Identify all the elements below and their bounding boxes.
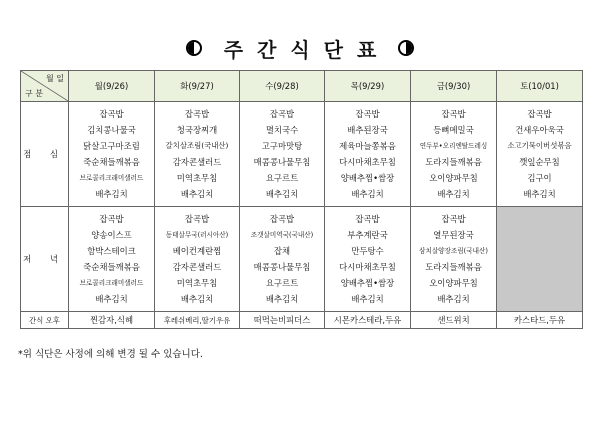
menu-item: 잡곡밥 [441,109,466,119]
menu-item: 함박스테이크 [87,246,136,256]
menu-item: 브로콜리크래미샐러드 [79,174,144,182]
menu-item: 고구마맛탕 [261,141,303,151]
lunch-cell [69,102,155,207]
dinner-cell [240,207,325,312]
menu-item: 연두부•오리엔탈드레싱 [419,142,488,150]
menu-item: 잡곡밥 [99,109,124,119]
menu-item: 배추김치 [351,189,384,199]
corner-date-label: 월 일 [46,74,64,83]
footnote: *위 식단은 사정에 의해 변경 될 수 있습니다. [18,349,203,360]
menu-item: 잡곡밥 [184,109,210,119]
dinner-row [21,207,583,312]
dinner-label: 저 녁 [21,207,69,312]
dinner-cell [411,207,497,312]
menu-item: 열무된장국 [433,230,474,240]
snack-label: 간식 오후 [21,312,69,329]
snack-cell: 시몬카스테라,두유 [325,312,411,329]
lunch-cell [240,102,325,207]
day-header: 월(9/26) [69,71,155,102]
menu-item: 제육마늘쫑볶음 [339,141,396,151]
menu-item: 매콤콩나물무침 [253,262,311,272]
menu-item: 건새우아욱국 [515,125,564,135]
menu-item: 잡곡밥 [184,214,210,224]
menu-item: 양배추찜•쌈장 [340,278,395,288]
snack-cell: 찐감자,식혜 [69,312,155,329]
snack-cell: 떠먹는비피더스 [240,312,325,329]
menu-item: 양배추찜•쌈장 [340,173,395,183]
page-title: 주간식단표 [223,37,391,62]
menu-item: 다시마채초무침 [339,157,396,167]
menu-item: 갈치살조림(국내산) [165,141,229,150]
menu-item: 도라지들깨볶음 [425,262,482,272]
menu-item: 잡채 [273,246,291,256]
page-title-block [0,30,600,66]
menu-item: 등뼈메밀국 [433,125,474,135]
snack-cell: 후레쉬베리,딸기우유 [155,312,240,329]
dinner-cell [325,207,411,312]
menu-item: 조갯살미역국(국내산) [250,231,314,239]
menu-item: 배추김치 [523,189,556,199]
menu-item: 멸치국수 [265,125,299,135]
menu-item: 오이양파무침 [429,278,478,288]
menu-item: 동태살무국(러시아산) [165,231,229,239]
header-row [21,71,583,102]
dinner-cell [69,207,155,312]
menu-item: 닭살고구마조림 [83,141,140,151]
day-header: 금(9/30) [411,71,497,102]
menu-item: 감자콘샐러드 [172,262,222,272]
menu-item: 배추김치 [265,294,299,304]
lunch-cell [325,102,411,207]
dinner-cell [155,207,240,312]
half-circle-icon [398,40,414,56]
menu-item: 소고기묵이버섯볶음 [507,141,572,150]
menu-item: 잡곡밥 [355,109,380,119]
menu-item: 잡곡밥 [527,109,552,119]
lunch-label: 점 심 [21,102,69,207]
menu-item: 매콤콩나물무침 [253,157,311,167]
menu-item: 양송이스프 [91,230,132,240]
lunch-cell [497,102,583,207]
corner-cell [21,71,69,102]
menu-item: 다시마채초무침 [339,262,396,272]
menu-item: 오이양파무침 [429,173,478,183]
menu-item: 배추김치 [265,189,299,199]
menu-item: 요구르트 [265,173,299,183]
dinner-closed-cell [497,207,583,312]
day-header: 토(10/01) [497,71,583,102]
menu-item: 깻잎순무침 [519,157,560,167]
menu-item: 청국장찌개 [176,125,218,135]
menu-item: 잡곡밥 [269,214,295,224]
menu-item: 부추계란국 [347,230,388,240]
menu-item: 미역초무침 [176,173,218,183]
menu-item: 미역초무침 [176,278,218,288]
menu-item: 배추김치 [437,189,470,199]
day-header: 수(9/28) [240,71,325,102]
menu-item: 배추김치 [351,294,384,304]
snack-cell: 카스타드,두유 [497,312,583,329]
menu-item: 베이컨계란찜 [172,246,222,256]
menu-item: 삼치살양장조림(국내산) [419,247,488,255]
menu-item: 배추김치 [95,189,128,199]
menu-item: 김치콩나물국 [87,125,136,135]
snack-cell: 샌드위치 [411,312,497,329]
menu-item: 잡곡밥 [99,214,124,224]
day-header: 화(9/27) [155,71,240,102]
day-header: 목(9/29) [325,71,411,102]
menu-item: 배추김치 [180,189,214,199]
lunch-cell [155,102,240,207]
menu-item: 죽순채들깨볶음 [83,262,140,272]
corner-category-label: 구 분 [25,89,43,98]
menu-item: 만두탕수 [351,246,384,256]
lunch-cell [411,102,497,207]
menu-item: 요구르트 [265,278,299,288]
menu-item: 배추김치 [180,294,214,304]
lunch-row [21,102,583,207]
menu-item: 배추김치 [437,294,470,304]
weekly-menu-table [20,70,583,329]
menu-item: 잡곡밥 [441,214,466,224]
menu-item: 감자콘샐러드 [172,157,222,167]
menu-item: 배추김치 [95,294,128,304]
menu-item: 잡곡밥 [355,214,380,224]
menu-item: 브로콜리크래미샐러드 [79,279,144,287]
menu-item: 도라지들깨볶음 [425,157,482,167]
menu-item: 죽순채들깨볶음 [83,157,140,167]
snack-row [21,312,583,329]
menu-item: 잡곡밥 [269,109,295,119]
menu-item: 배추된장국 [347,125,388,135]
half-circle-icon [186,40,202,56]
menu-item: 김구이 [527,173,552,183]
